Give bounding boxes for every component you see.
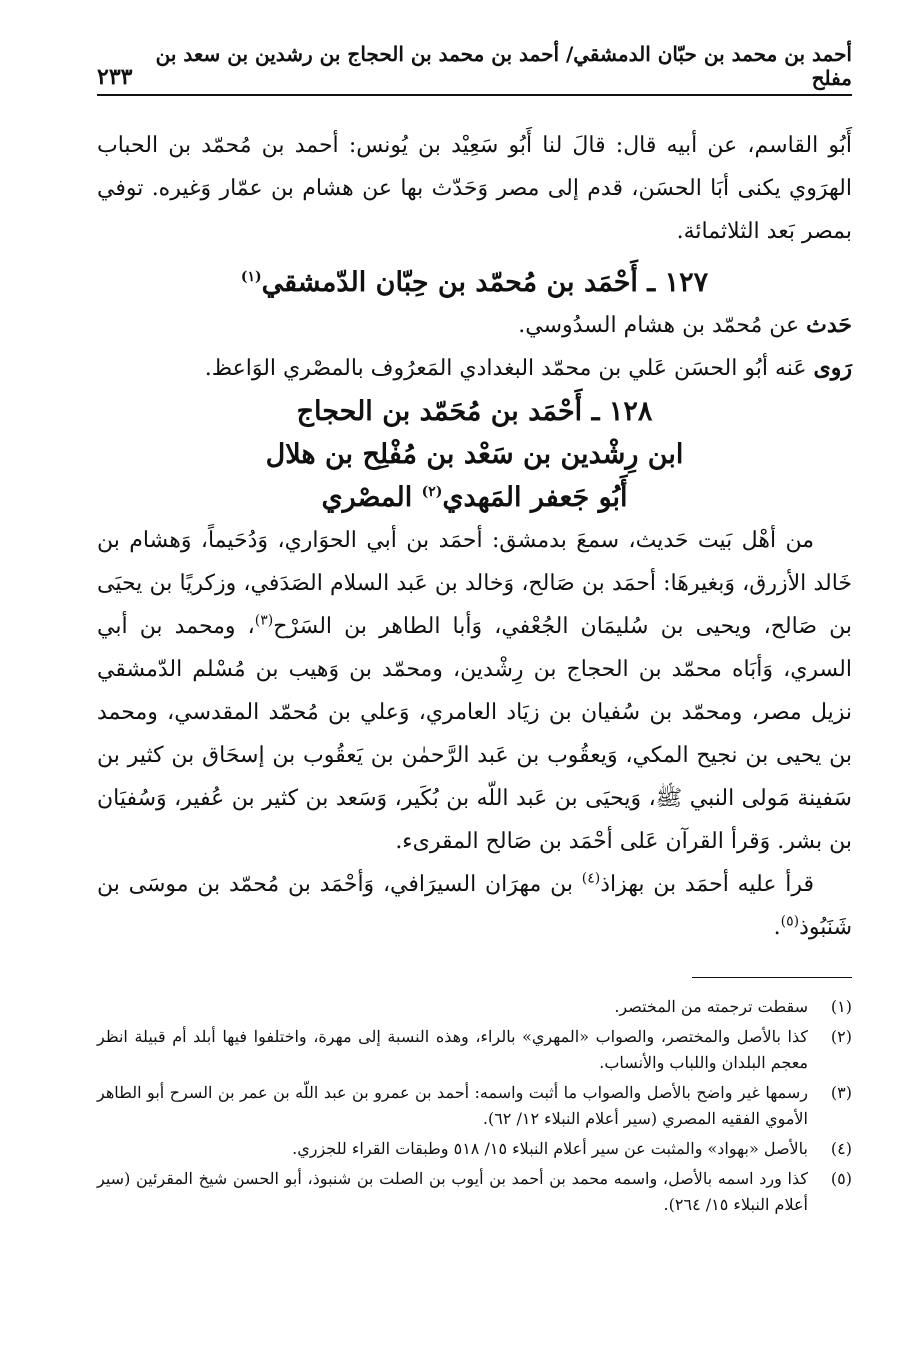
footnote-ref-4: (٤) <box>581 870 601 887</box>
footnote-2 <box>97 1024 852 1076</box>
footnote-4 <box>97 1136 852 1162</box>
footnote-text: سقطت ترجمته من المختصر. <box>614 997 808 1016</box>
footnote-number: (١) <box>830 997 852 1016</box>
page-number: ٢٣٣ <box>97 64 133 90</box>
footnote-5 <box>97 1166 852 1218</box>
footnote-number: (٣) <box>830 1083 852 1102</box>
entry-127-title: ١٢٧ ـ أَحْمَد بن مُحمّد بن حِبّان الدّمشقي <box>261 267 709 298</box>
footnote-text: كذا ورد اسمه بالأصل، واسمه محمد بن أحمد بن أيوب بن الصلت بن شنبوذ، أبو الحسن شيخ المقرئين (سير أعلام النبلاء ١٥/ ٢٦٤). <box>97 1169 809 1214</box>
footnote-ref-5: (٥) <box>780 913 800 930</box>
hadath-label: حَدث <box>806 312 852 338</box>
footnote-ref-3: (٣) <box>254 612 274 629</box>
hadath-text: عن مُحمّد بن هشام السدُوسي. <box>518 313 800 338</box>
main-text <box>97 124 852 949</box>
footnote-ref-2: (٢) <box>421 484 443 500</box>
footnote-ref-1: (١) <box>240 269 262 285</box>
footnote-1 <box>97 994 852 1020</box>
rawa-text: عَنه أبُو الحسَن عَلي بن محمّد البغدادي المَعرُوف بالمصْري الوَاعظ. <box>204 356 807 381</box>
footnote-text: رسمها غير واضح بالأصل والصواب ما أثبت واسمه: أحمد بن عمرو بن عبد اللّه بن عمر بن السرح أبو الطاهر الأموي الفقيه المصري (سير أعلام النبلاء ١٢/ ٦٢). <box>97 1083 808 1128</box>
entry-128-para2-part-c: . <box>773 915 781 940</box>
book-page <box>97 42 853 1222</box>
footnotes <box>97 994 852 1218</box>
footnote-text: بالأصل «بهواد» والمثبت عن سير أعلام النبلاء ١٥/ ٥١٨ وطبقات القراء للجزري. <box>292 1139 808 1158</box>
entry-128-para2-part-a: قرأ عليه أحمَد بن بهزاذ <box>600 872 814 897</box>
footnote-divider <box>692 977 852 978</box>
footnote-3 <box>97 1080 852 1132</box>
entry-128-heading <box>97 390 852 519</box>
entry-128-title-line-3 <box>97 476 852 519</box>
running-header <box>97 42 852 96</box>
intro-paragraph: أَبُو القاسم، عن أبيه قال: قالَ لنا أَبُو سَعِيْد بن يُونس: أحمد بن مُحمّد بن الحباب الهرَوي يكنى أبَا الحسَن، قدم إلى مصر وَحَدّث بها عن هشام بن عمّار وَغيره. توفي بمصر بَعد الثلاثمائة. <box>97 133 852 244</box>
entry-128-para2-part-b: بن مهرَان السيرَافي، وَأحْمَد بن مُحمّد بن موسَى بن شَنَبُوذ <box>97 872 852 940</box>
footnote-number: (٢) <box>830 1027 852 1046</box>
entry-128-paragraph-2 <box>97 863 852 949</box>
entry-128-para1-part-a: من أهْل بَيت حَديث، سمعَ بدمشق: أحمَد بن أبي الحوَاري، وَدُحَيماً، وَهشام بن خَالد الأزرق، وَبغيرهَا: أحمَد بن صَالح، وَخالد بن عَبد السلام الصَدَفي، وزكريًا بن يحيَى بن صَالح، ويحيى بن سُليمَان الجُعْفي، وَأبا الطاهر بن السَرْح <box>97 528 853 639</box>
entry-128-title-line-2: ابن رِشْدين بن سَعْد بن مُفْلِح بن هلال <box>265 439 684 470</box>
entry-128-paragraph-1 <box>97 519 852 863</box>
entry-127-hadath <box>97 304 852 347</box>
entry-128-nisba: المصْري <box>321 482 413 513</box>
running-title: أحمد بن محمد بن حبّان الدمشقي/ أحمد بن محمد بن الحجاج بن رشدين بن سعد بن مفلح <box>155 42 852 90</box>
entry-128-title-line-1: ١٢٨ ـ أَحْمَد بن مُحَمّد بن الحجاج <box>296 396 653 427</box>
entry-127-heading <box>97 261 852 304</box>
rawa-label: رَوى <box>813 355 852 381</box>
entry-127-rawa <box>97 347 852 390</box>
entry-128-para1-part-b: ، ومحمد بن أبي السري، وَأبَاه محمّد بن الحجاج بن رِشْدين، ومحمّد بن وَهيب بن مُسْلم الدّمشقي نزيل مصر، ومحمّد بن سُفيان بن زيَاد العامري، وَعلي بن مُحمّد المقدسي، ومحمد بن يحيى بن نجيح المكي، وَيعقُوب بن عَبد الرَّحمٰن بن يَعقُوب بن إسحَاق بن كثير بن سَفينة مَولى النبي ﷺ، وَيحيَى بن عَبد اللّه بن بُكَير، وَسَعد بن كثير بن عُفير، وَسُفيَان بن بشر. وَقرأ القرآن عَلى أحْمَد بن صَالح المقرىء. <box>97 614 852 854</box>
footnote-number: (٤) <box>830 1139 852 1158</box>
entry-128-kunya: أَبُو جَعفر المَهدي <box>442 482 628 513</box>
footnote-text: كذا بالأصل والمختصر، والصواب «المهري» بالراء، وهذه النسبة إلى مهرة، واختلفوا فيها أبلد أم قبيلة انظر معجم البلدان واللباب والأنساب. <box>97 1027 808 1072</box>
footnote-number: (٥) <box>830 1169 852 1188</box>
